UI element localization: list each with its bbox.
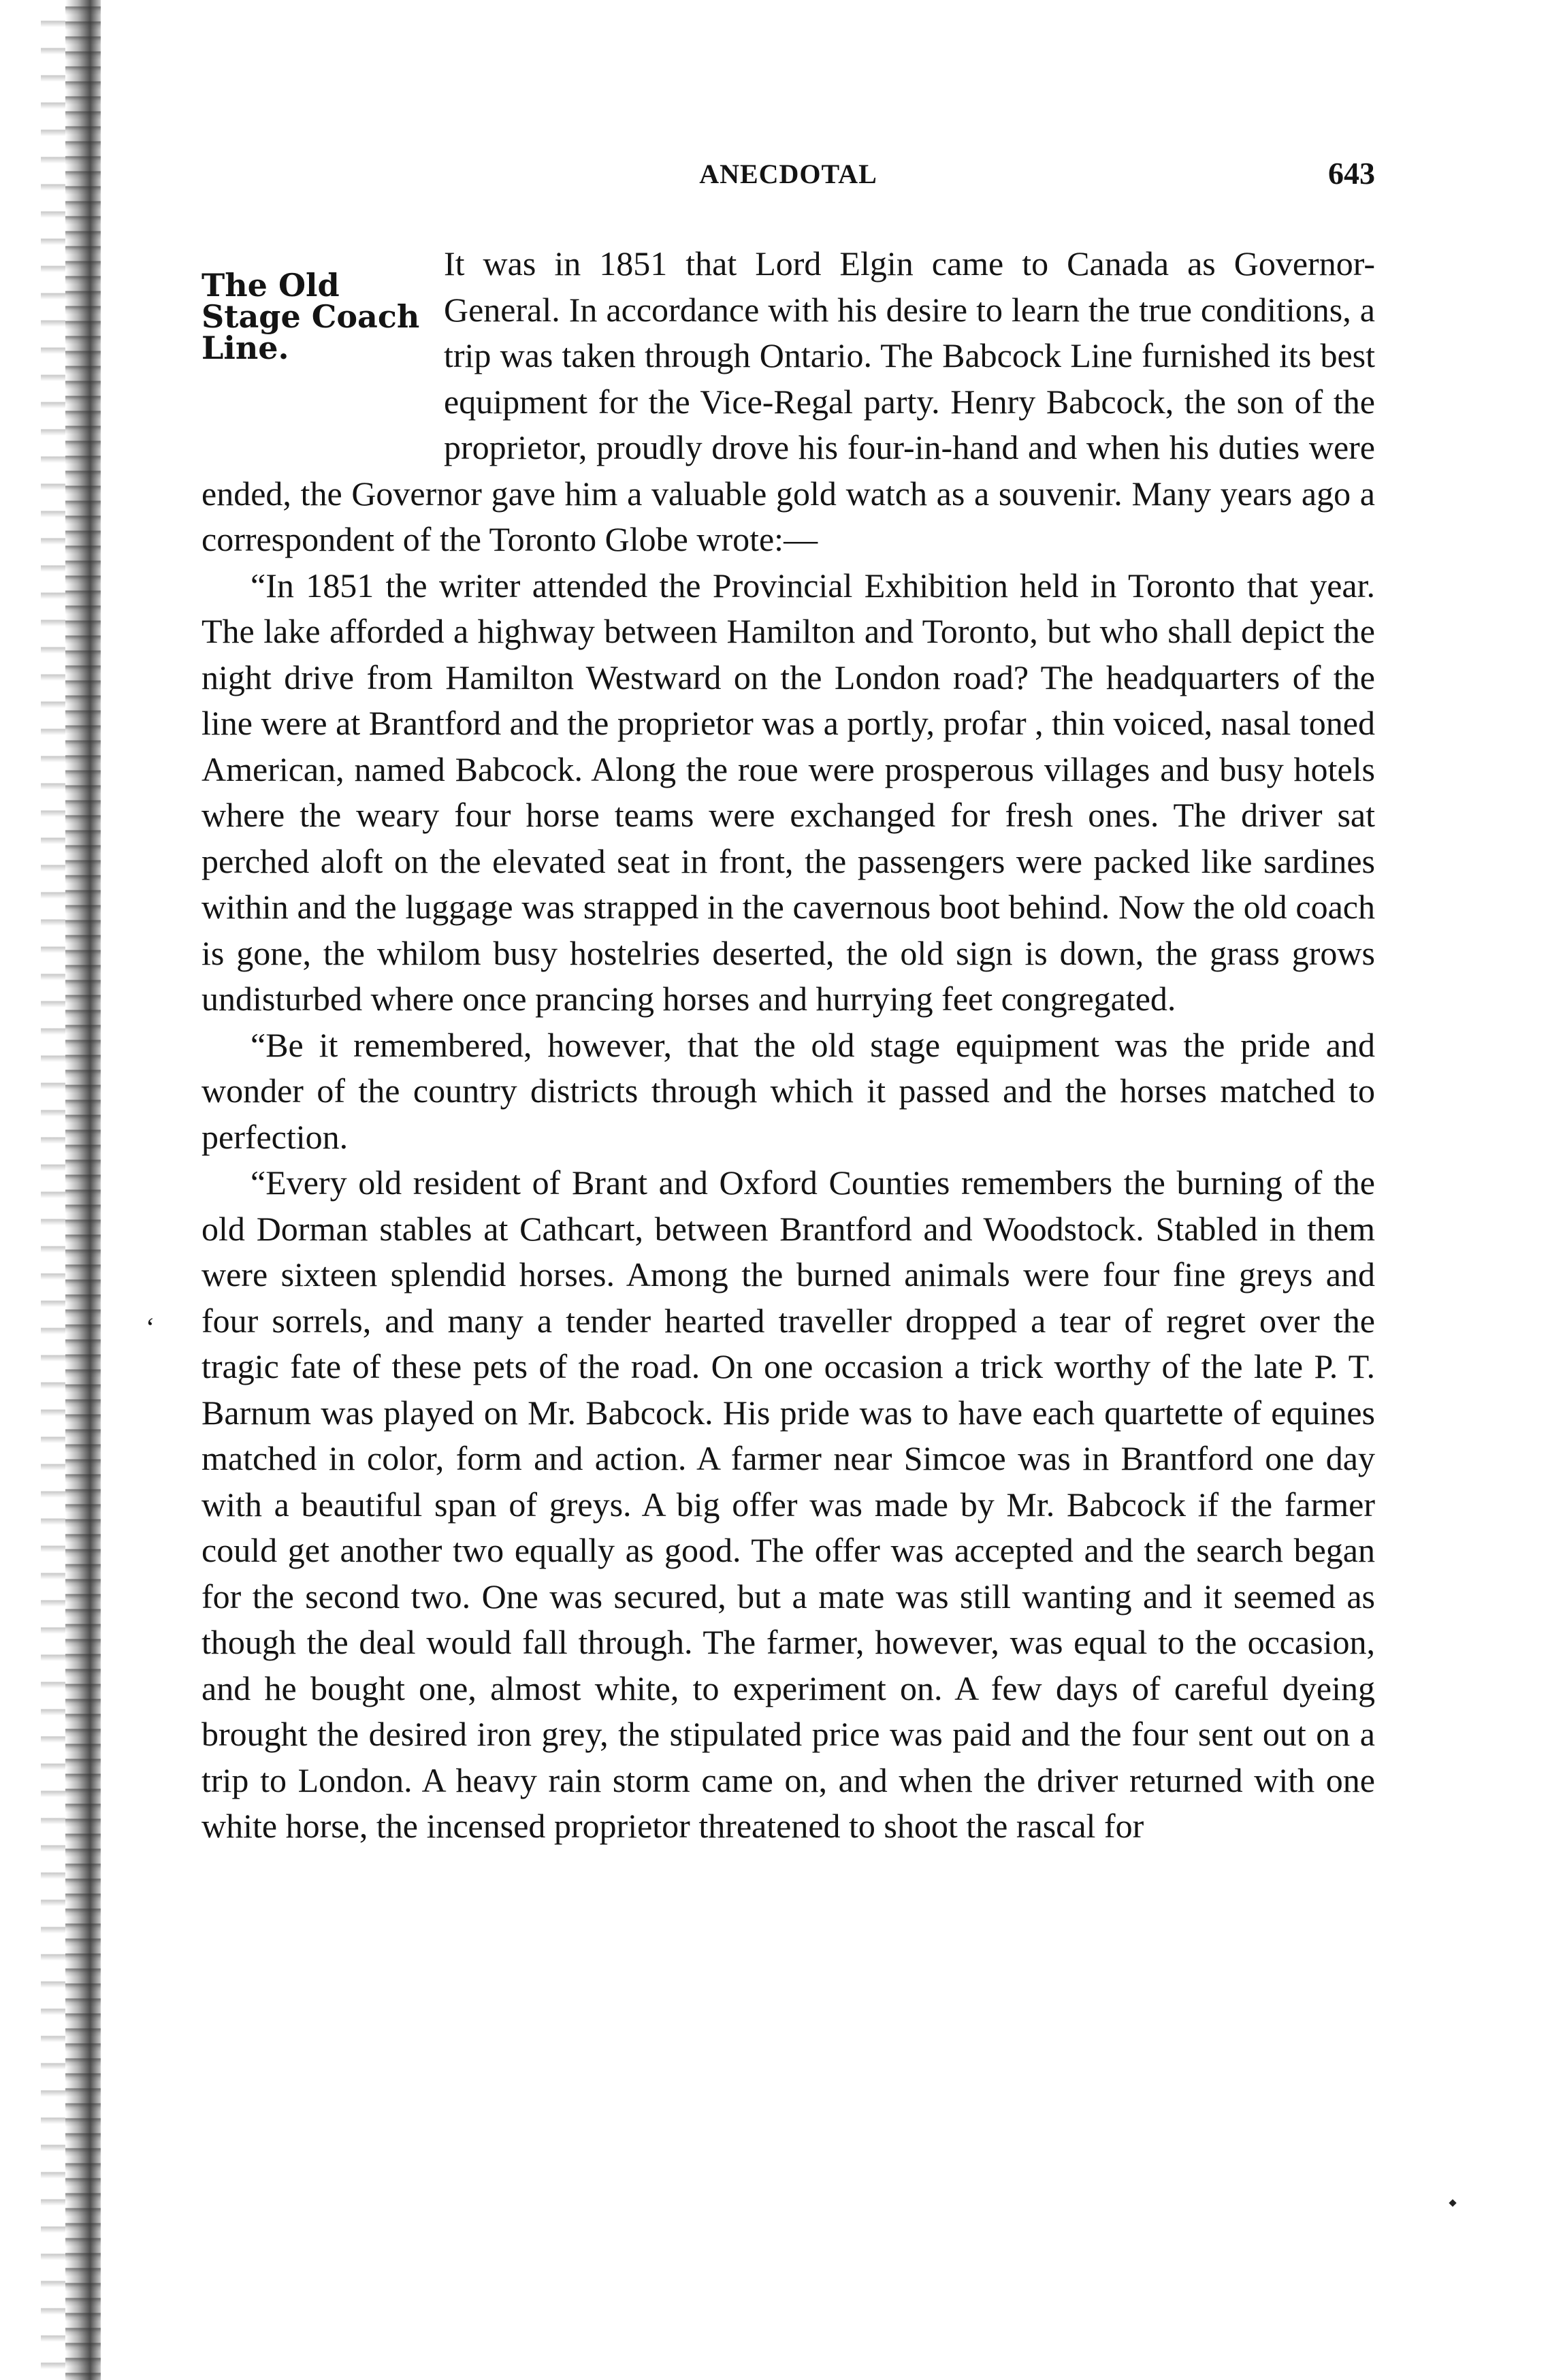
paragraph: It was in 1851 that Lord Elgin came to Canada as Governor-General. In accordance with his desire to learn the true conditions, a trip was taken through Ontario. The Babcock Line furnished its best equipment for the Vice-Regal party. Henry Babcock, the son of the proprietor, proudly drove his four-in-hand and when his duties were ended, the Governor gave him a valuable gold watch as a souvenir. Many years ago a correspondent of the Toronto Globe wrote:— [201,244,1375,558]
running-head: ANECDOTAL [699,159,877,189]
page-number: 643 [1328,156,1375,191]
sidenote-line: Line. [201,329,289,366]
paragraph: “In 1851 the writer attended the Provincial Exhibition held in Toronto that year. The lake afforded a highway between Hamilton and Toronto, but who shall depict the night drive from Hamilton Westward on the London road? The headquarters of the line were at Brantford and the proprietor was a portly, profar , thin voiced, nasal toned American, named Babcock. Along the roue were prosperous villages and busy hotels where the weary four horse teams were exchanged for fresh ones. The driver sat perched aloft on the elevated seat in front, the passengers were packed like sardines within and the luggage was strapped in the cavernous boot behind. Now the old coach is gone, the whilom busy hostelries deserted, the old sign is down, the grass grows undisturbed where once prancing horses and hurrying feet congregated. [201,566,1375,1018]
paragraph: “Every old resident of Brant and Oxford Counties remembers the burning of the old Dorman stables at Cathcart, between Brantford and Woodstock. Stabled in them were sixteen splendid horses. Among the burned animals were four fine greys and four sorrels, and many a tender hearted traveller dropped a tear of regret over the tragic fate of these pets of the road. On one occasion a trick worthy of the late P. T. Barnum was played on Mr. Babcock. His pride was to have each quartette of equines matched in color, form and action. A farmer near Simcoe was in Brantford one day with a beautiful span of greys. A big offer was made by Mr. Babcock if the farmer could get another two equally as good. The offer was accepted and the search began for the second two. One was secured, but a mate was still wanting and it seemed as though the deal would fall through. The farmer, however, was equal to the occasion, and he bought one, almost white, to experiment on. A few days of careful dyeing brought the desired iron grey, the stipulated price was paid and the four sent out on a trip to London. A heavy rain storm came on, and when the driver returned with one white horse, the incensed proprietor threatened to shoot the rascal for [201,1163,1375,1845]
paragraph: “Be it remembered, however, that the old stage equipment was the pride and wonder of the country districts through which it passed and the horses matched to perfection. [201,1025,1375,1156]
page-binding-shadow [41,0,65,2380]
scan-speck [1449,2199,1456,2206]
page-binding-edge [65,0,101,2380]
margin-mark: ‘ [146,1312,155,1342]
page-header [201,158,1375,199]
page-body [201,241,1375,1850]
sidenote-line: Stage Coach [201,298,420,335]
sidenote-line: The Old [201,267,340,304]
sidenote-heading [201,241,433,449]
